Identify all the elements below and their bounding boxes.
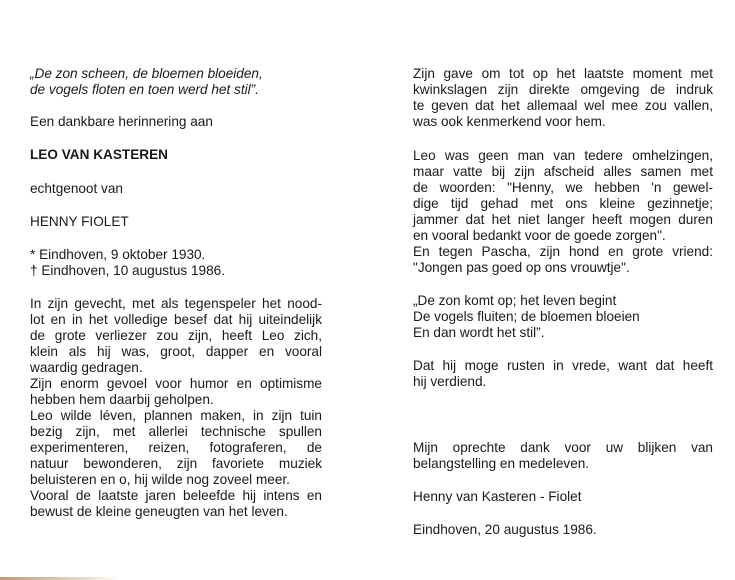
birth-date: * Eindhoven, 9 oktober 1930.	[30, 247, 206, 262]
text-line: de grote verliezer zou zijn, heeft Leo zich,	[30, 328, 322, 343]
text-line: experimenteren, reizen, fotograferen, de	[30, 440, 322, 455]
text-line: In zijn gevecht, met als tegenspeler het nood-	[30, 296, 322, 311]
text-line: maar vatte bij zijn afscheid alles samen met	[413, 164, 713, 179]
text-line: Dat hij moge rusten in vrede, want dat heeft	[413, 358, 713, 373]
spouse-name: HENNY FIOLET	[30, 214, 129, 229]
text-line: de woorden: "Henny, we hebben 'n gewel-	[413, 180, 713, 195]
text-line: Vooral de laatste jaren beleefde hij intens en	[30, 488, 322, 503]
place-date: Eindhoven, 20 augustus 1986.	[413, 522, 597, 537]
opening-quote	[30, 66, 322, 98]
text-line: lot en in het volledige besef dat hij uiteindelijk	[30, 312, 322, 327]
text-line: Mijn oprechte dank voor uw blijken van	[413, 440, 713, 455]
biography-paragraph	[30, 296, 322, 520]
left-column	[30, 66, 322, 520]
text-line: klein als hij was, groot, dapper en vooral	[30, 344, 322, 359]
text-line: Zijn enorm gevoel voor humor en optimisme	[30, 376, 322, 391]
life-dates	[30, 247, 322, 279]
poem-line: En dan wordt het stil”.	[413, 325, 545, 340]
text-line: en vooral bedankt voor de goede zorgen".	[413, 228, 666, 243]
text-line: Leo was geen man van tedere omhelzingen,	[413, 148, 713, 163]
text-line: kwinkslagen zijn direkte omgeving de indruk	[413, 82, 713, 97]
text-line: te geven dat het allemaal wel mee zou vallen,	[413, 98, 713, 113]
text-line: "Jongen pas goed op ons vrouwtje".	[413, 260, 630, 275]
quote-line: „De zon scheen, de bloemen bloeiden,	[30, 66, 263, 81]
text-line: beluisteren en o, hij wilde nog zoveel meer.	[30, 472, 290, 487]
rest-in-peace	[413, 358, 713, 390]
text-line: hij verdiend.	[413, 374, 487, 389]
poem-line: De vogels fluiten; de bloemen bloeien	[413, 309, 640, 324]
text-line: Leo wilde léven, plannen maken, in zijn tuin	[30, 408, 322, 423]
signature: Henny van Kasteren - Fiolet	[413, 489, 582, 504]
poem-line: „De zon komt op; het leven begint	[413, 293, 617, 308]
text-line: belangstelling en medeleven.	[413, 456, 590, 471]
text-line: bewust de kleine geneugten van het leven.	[30, 504, 288, 519]
text-line: hebben hem daarbij geholpen.	[30, 392, 214, 407]
text-line: was ook kenmerkend voor hem.	[413, 114, 606, 129]
thanks-text	[413, 440, 713, 472]
right-column	[413, 66, 713, 538]
poem	[413, 293, 713, 341]
text-line: En tegen Pascha, zijn hond en grote vriend:	[413, 244, 713, 259]
relation-text: echtgenoot van	[30, 181, 123, 196]
paragraph-farewell	[413, 148, 713, 276]
text-line: Zijn gave om tot op het laatste moment met	[413, 66, 713, 81]
deceased-name: LEO VAN KASTEREN	[30, 147, 168, 162]
text-line: bezig zijn, met allerlei technische spullen	[30, 424, 322, 439]
text-line: waardig gedragen.	[30, 360, 143, 375]
text-line: jammer dat het niet langer heeft mogen duren	[413, 212, 713, 227]
intro-text: Een dankbare herinnering aan	[30, 114, 213, 129]
quote-line: de vogels floten en toen werd het stil”.	[30, 82, 259, 97]
paragraph-humor	[413, 66, 713, 130]
text-line: natuur bewonderen, zijn favoriete muziek	[30, 456, 322, 471]
death-date: † Eindhoven, 10 augustus 1986.	[30, 263, 225, 278]
text-line: dige tijd gehad met ons kleine gezinnetje;	[413, 196, 713, 211]
